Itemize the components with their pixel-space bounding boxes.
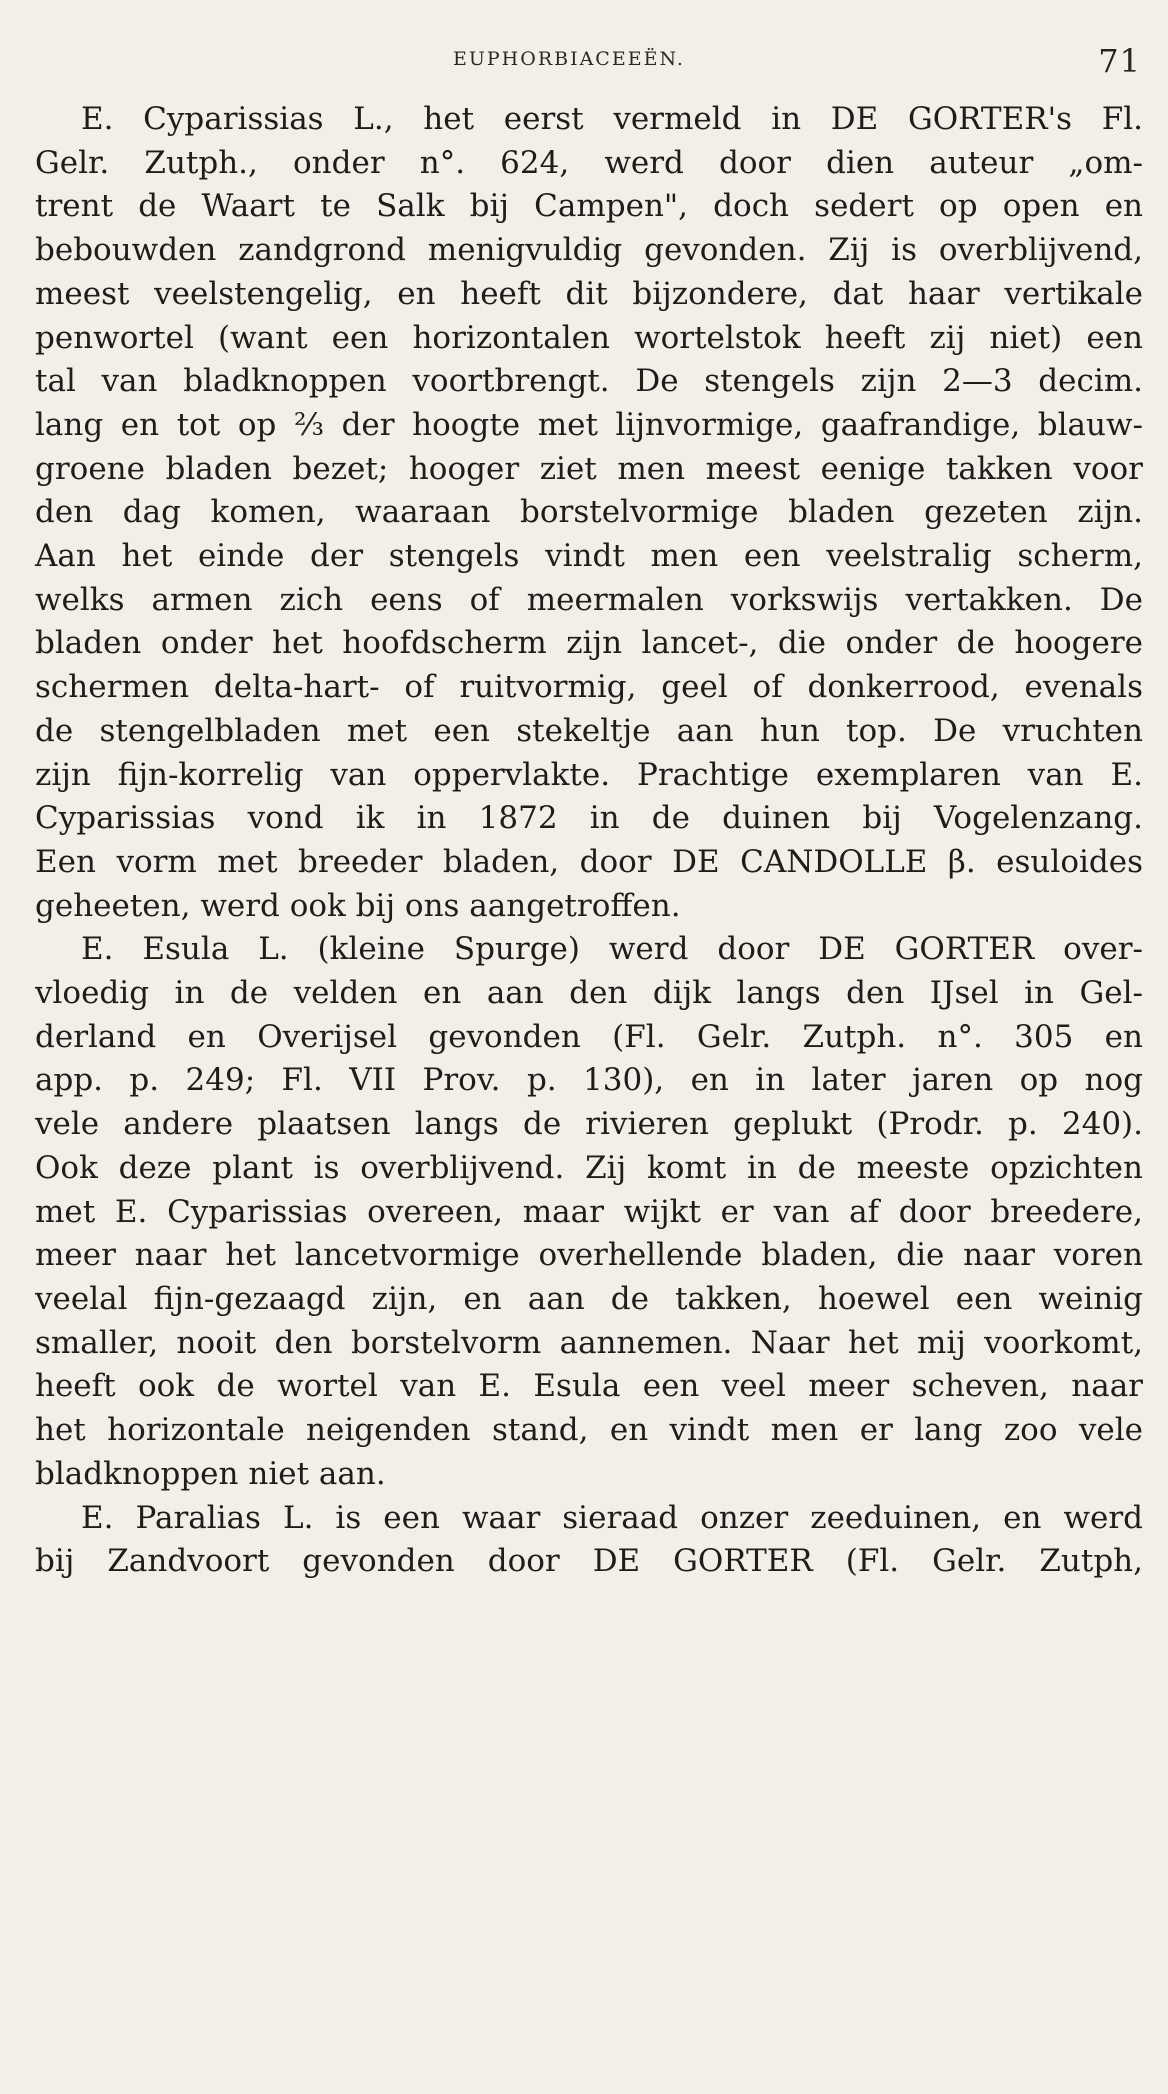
- text-line: welks armen zich eens of meermalen vorkswijs vertakken. De: [35, 581, 1143, 618]
- paragraph-esula: [35, 928, 1143, 1496]
- text-line: geheeten, werd ook bij ons aangetroffen.: [35, 887, 681, 924]
- text-line: E. Paralias L. is een waar sieraad onzer zeeduinen, en werd: [81, 1499, 1143, 1536]
- text-line: Aan het einde der stengels vindt men een veelstralig scherm,: [35, 538, 1143, 575]
- page-header: [35, 42, 1142, 98]
- text-line: penwortel (want een horizontalen wortelstok heeft zij niet) een: [35, 319, 1143, 356]
- body-text: [35, 98, 1143, 1584]
- text-line: schermen delta-hart- of ruitvormig, geel of donkerrood, evenals: [35, 669, 1143, 706]
- running-head: EUPHORBIACEEËN.: [453, 48, 685, 70]
- paragraph-paralias: [35, 1497, 1143, 1584]
- text-line: bladknoppen niet aan.: [35, 1455, 386, 1492]
- text-line: groene bladen bezet; hooger ziet men meest eenige takken voor: [35, 450, 1143, 487]
- text-line: app. p. 249; Fl. VII Prov. p. 130), en in later jaren op nog: [35, 1062, 1143, 1099]
- page-number: 71: [1098, 42, 1141, 80]
- text-line: meer naar het lancetvormige overhellende bladen, die naar voren: [35, 1237, 1143, 1274]
- text-line: Een vorm met breeder bladen, door DE CANDOLLE β. esuloides: [35, 843, 1143, 880]
- text-line: het horizontale neigenden stand, en vindt men er lang zoo vele: [35, 1412, 1143, 1449]
- text-line: derland en Overijsel gevonden (Fl. Gelr. Zutph. n°. 305 en: [35, 1018, 1143, 1055]
- text-line: E. Cyparissias L., het eerst vermeld in DE GORTER's Fl.: [81, 101, 1143, 137]
- text-line: veelal fijn-gezaagd zijn, en aan de takken, hoewel een weinig: [35, 1280, 1143, 1317]
- text-line: met E. Cyparissias overeen, maar wijkt er van af door breedere,: [35, 1193, 1143, 1230]
- text-line: tal van bladknoppen voortbrengt. De stengels zijn 2—3 decim.: [35, 363, 1143, 400]
- text-line: heeft ook de wortel van E. Esula een veel meer scheven, naar: [35, 1368, 1143, 1405]
- text-line: Cyparissias vond ik in 1872 in de duinen bij Vogelenzang.: [35, 800, 1143, 837]
- text-line: bladen onder het hoofdscherm zijn lancet-, die onder de hoogere: [35, 625, 1143, 662]
- paragraph-cyparissias: [35, 98, 1143, 928]
- text-line: den dag komen, waaraan borstelvormige bladen gezeten zijn.: [35, 494, 1143, 531]
- text-line: bij Zandvoort gevonden door DE GORTER (Fl. Gelr. Zutph,: [35, 1543, 1143, 1580]
- text-line: vloedig in de velden en aan den dijk langs den IJsel in Gel-: [35, 975, 1143, 1012]
- text-line: smaller, nooit den borstelvorm aannemen. Naar het mij voorkomt,: [35, 1324, 1143, 1361]
- text-line: E. Esula L. (kleine Spurge) werd door DE GORTER over-: [81, 931, 1143, 968]
- text-line: zijn fijn-korrelig van oppervlakte. Prachtige exemplaren van E.: [35, 756, 1143, 793]
- text-line: Gelr. Zutph., onder n°. 624, werd door dien auteur „om-: [35, 144, 1143, 181]
- text-line: Ook deze plant is overblijvend. Zij komt in de meeste opzichten: [35, 1149, 1143, 1186]
- text-line: vele andere plaatsen langs de rivieren geplukt (Prodr. p. 240).: [35, 1106, 1143, 1143]
- text-line: lang en tot op ⅔ der hoogte met lijnvormige, gaafrandige, blauw-: [35, 406, 1143, 443]
- text-line: bebouwden zandgrond menigvuldig gevonden. Zij is overblijvend,: [35, 232, 1143, 269]
- text-line: de stengelbladen met een stekeltje aan hun top. De vruchten: [35, 712, 1143, 749]
- text-line: trent de Waart te Salk bij Campen", doch sedert op open en: [35, 188, 1143, 225]
- text-line: meest veelstengelig, en heeft dit bijzondere, dat haar vertikale: [35, 275, 1143, 312]
